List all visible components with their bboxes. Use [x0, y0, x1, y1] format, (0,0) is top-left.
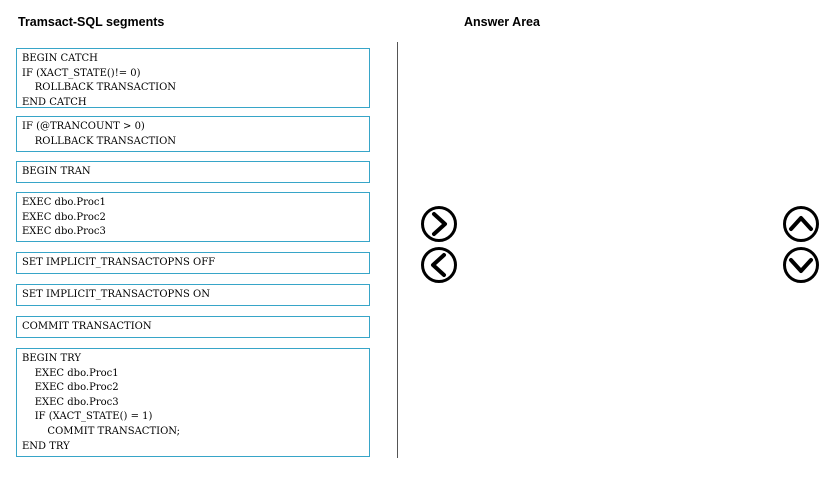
segment-line: EXEC dbo.Proc2 [22, 382, 119, 394]
segment-line: ROLLBACK TRANSACTION [22, 135, 177, 147]
segment-line: EXEC dbo.Proc2 [22, 211, 106, 223]
segment-line: IF (XACT_STATE()!= 0) [22, 67, 141, 79]
segment-exec-procs[interactable] [16, 192, 370, 242]
segment-line: SET IMPLICIT_TRANSACTOPNS OFF [22, 257, 216, 268]
segment-line: SET IMPLICIT_TRANSACTOPNS ON [22, 289, 210, 300]
segment-begin-tran[interactable] [16, 161, 370, 183]
segment-line: IF (XACT_STATE() = 1) [22, 411, 153, 423]
move-left-button[interactable] [421, 247, 457, 283]
move-right-button[interactable] [421, 206, 457, 242]
chevron-right-icon [421, 206, 457, 242]
panel-divider [397, 42, 398, 458]
segment-line: BEGIN TRAN [22, 166, 91, 177]
move-up-button[interactable] [783, 206, 819, 242]
segments-heading: Tramsact-SQL segments [18, 15, 165, 29]
segment-line: EXEC dbo.Proc1 [22, 197, 106, 208]
segment-line: BEGIN CATCH [22, 53, 98, 64]
segment-implicit-off[interactable] [16, 252, 370, 274]
answer-area-heading: Answer Area [464, 15, 540, 29]
segment-line: EXEC dbo.Proc3 [22, 226, 106, 238]
segment-implicit-on[interactable] [16, 284, 370, 306]
segment-begin-catch[interactable] [16, 48, 370, 108]
segment-line: IF (@TRANCOUNT > 0) [22, 121, 145, 132]
segment-commit-transaction[interactable] [16, 316, 370, 338]
segment-line: END CATCH [22, 96, 87, 108]
chevron-down-icon [783, 247, 819, 283]
segment-begin-try[interactable] [16, 348, 370, 457]
move-down-button[interactable] [783, 247, 819, 283]
segment-line: END TRY [22, 440, 70, 452]
segment-line: ROLLBACK TRANSACTION [22, 82, 177, 94]
segment-line: EXEC dbo.Proc3 [22, 396, 119, 408]
segment-line: EXEC dbo.Proc1 [22, 367, 119, 379]
segment-trancount-rollback[interactable] [16, 116, 370, 152]
chevron-up-icon [783, 206, 819, 242]
segment-line: COMMIT TRANSACTION [22, 321, 152, 332]
segment-line: COMMIT TRANSACTION; [22, 425, 181, 437]
segment-line: BEGIN TRY [22, 353, 82, 364]
chevron-left-icon [421, 247, 457, 283]
